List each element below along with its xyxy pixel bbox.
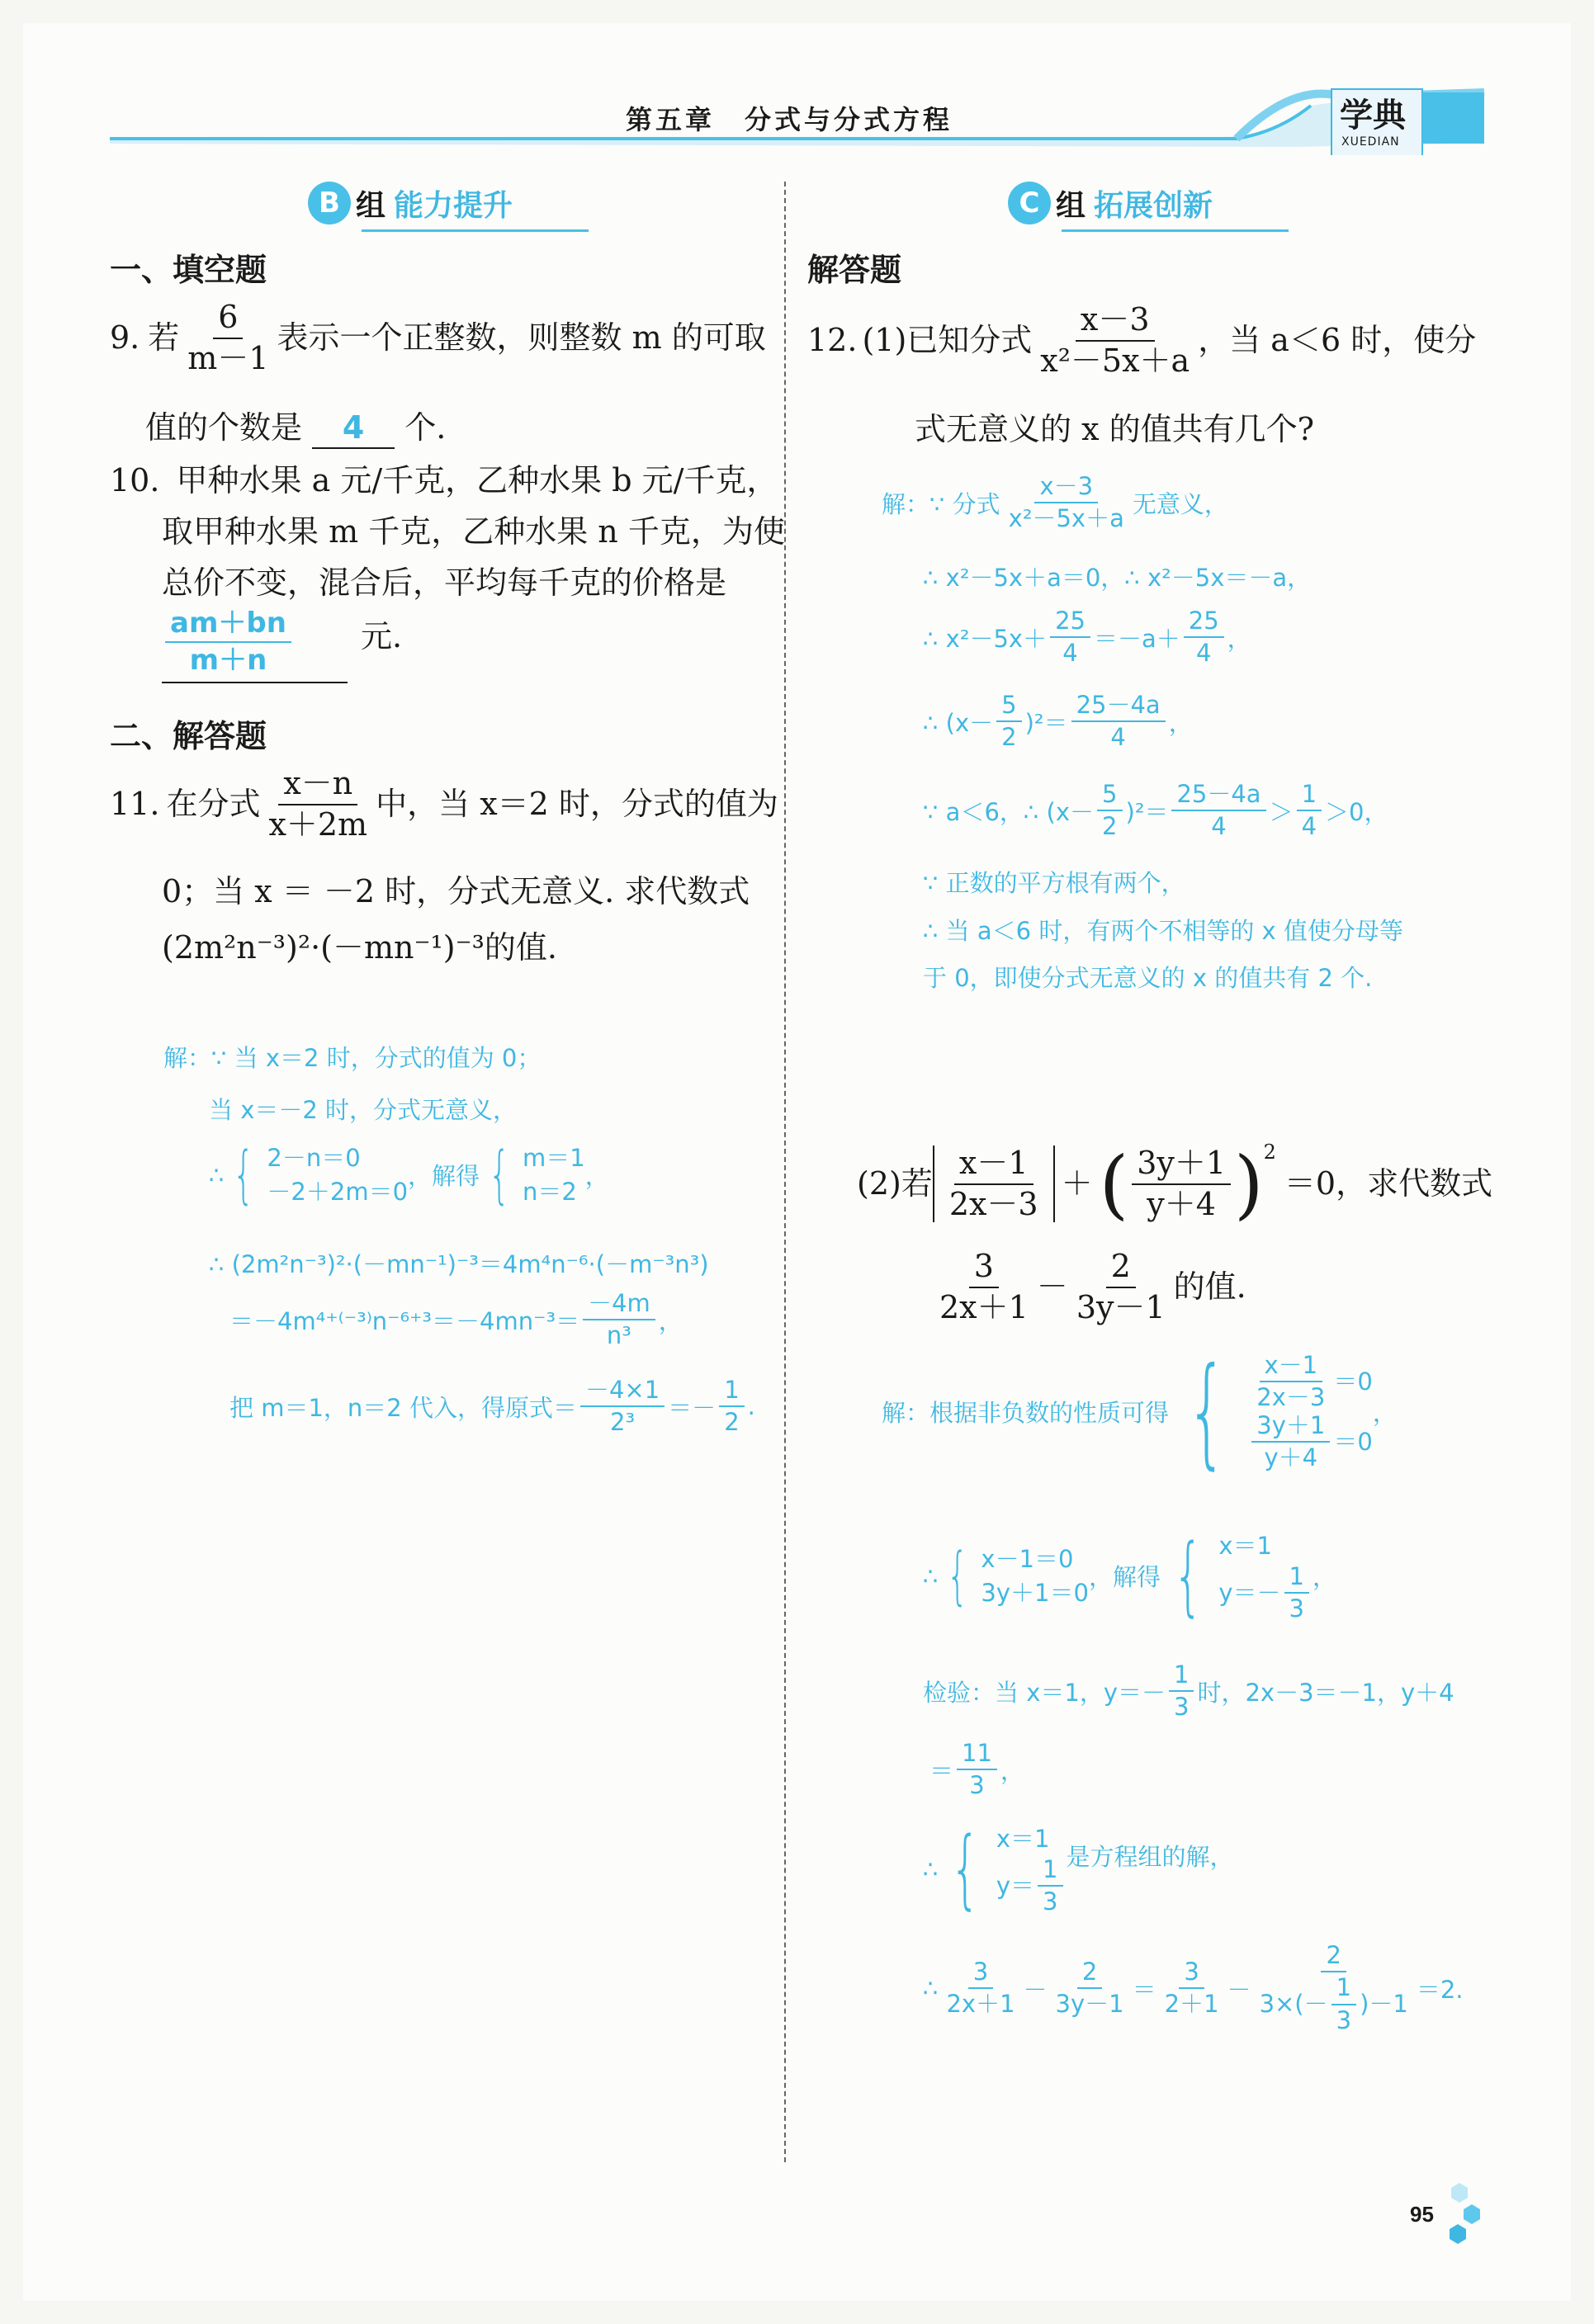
sol12a-line3-mid: ＝－a＋	[1093, 624, 1180, 653]
sol12b-line3-pre: 检验：当 x＝1，y＝－	[923, 1678, 1166, 1707]
page	[23, 23, 1571, 2301]
group-c-heading	[1008, 182, 1213, 224]
group-c-word: 组	[1056, 188, 1086, 223]
group-c-badge: C	[1008, 182, 1051, 224]
sol11-line6-pre: 把 m＝1，n＝2 代入，得原式＝	[229, 1393, 577, 1422]
q12a-fraction	[1035, 302, 1194, 379]
sol12b-line4-post: ，	[1000, 1756, 1024, 1785]
frac-den: 3	[1289, 1594, 1304, 1623]
frac-den: 2³	[610, 1408, 636, 1437]
sol12a-line4-post: ，	[1168, 708, 1193, 737]
frac-den: x²－5x＋a	[1040, 342, 1190, 379]
den-post: )－1	[1360, 1990, 1408, 2019]
sol12a-line3-pre: ∴ x²－5x＋	[923, 624, 1048, 653]
q10-line1: 甲种水果 a 元/千克，乙种水果 b 元/千克，	[176, 462, 778, 498]
frac-den: 2	[1102, 812, 1118, 841]
q11-fraction	[263, 766, 372, 843]
frac-num: 3	[968, 1958, 993, 1989]
chapter-title: 第五章 分式与分式方程	[626, 104, 953, 135]
sol11-line5-pre: ＝－4m⁴⁺⁽⁻³⁾n⁻⁶⁺³＝－4mn⁻³＝	[229, 1306, 580, 1335]
sol11-system	[209, 1137, 609, 1211]
sol12b-complex-frac	[1255, 1942, 1413, 2034]
sol12b-line5	[923, 1818, 1234, 1920]
q12b-end: 的值.	[1173, 1268, 1246, 1305]
group-c-title: 拓展创新	[1094, 188, 1213, 223]
minus: －	[1227, 1975, 1251, 2004]
frac-den: 3	[1043, 1887, 1058, 1915]
q9-answer: 4	[342, 409, 365, 446]
frac-num: 3	[1179, 1958, 1204, 1989]
eq-pre: y＝	[996, 1871, 1035, 1900]
frac-den: 4	[1211, 812, 1227, 841]
brace-icon: {	[950, 1818, 981, 1920]
frac-num: 25	[1050, 607, 1090, 638]
sol11-line5-post: ，	[658, 1306, 683, 1335]
q12a-pre: (1)已知分式	[862, 321, 1033, 358]
frac-den: y＋4	[1147, 1185, 1216, 1222]
frac-num: －4m	[583, 1290, 655, 1320]
q12b-plus: ＋	[1061, 1164, 1093, 1202]
frac-num: 1	[1331, 1974, 1356, 2005]
sol12b-brace2b	[1161, 1525, 1313, 1627]
sol12a-line4-frac2	[1071, 692, 1166, 752]
sol12a-line1	[882, 473, 1228, 533]
sol12a-line5-mid: )²＝	[1125, 797, 1169, 826]
header	[23, 23, 1571, 155]
sol12a-line3-post: ，	[1227, 624, 1251, 653]
sol11-line6-frac2	[719, 1377, 744, 1437]
frac-den: 3	[969, 1771, 985, 1800]
hexagon-decoration-icon	[1443, 2181, 1509, 2264]
sol12a-line7: ∴ 当 a＜6 时，有两个不相等的 x 值使分母等	[923, 917, 1403, 945]
question-9-line2	[145, 409, 446, 449]
q11-line1-post: 中，当 x＝2 时，分式的值为	[376, 785, 778, 822]
group-c-underline	[1062, 229, 1289, 232]
sol11-line6-frac1	[580, 1377, 665, 1437]
q11-number: 11.	[110, 785, 160, 822]
q9-frac-den: m－1	[187, 339, 269, 376]
sol12b-line3-post: 时，2x－3＝－1，y＋4	[1197, 1678, 1454, 1707]
sol12a-line1-pre: 解：∵ 分式	[882, 489, 1000, 518]
q9-line2-pre: 值的个数是	[145, 409, 303, 446]
sol12a-line4-mid: )²＝	[1024, 708, 1068, 737]
q12b-expr-frac2	[1071, 1249, 1171, 1325]
frac-num: 3y＋1	[1132, 1145, 1231, 1185]
sol12b-eq-a1: x－1＝0	[981, 1545, 1074, 1574]
sol11-brace-b	[480, 1137, 585, 1211]
frac-den: n³	[606, 1321, 631, 1350]
sol12a-line4	[923, 692, 1193, 752]
sol11-line6	[229, 1377, 755, 1437]
eq-zero: ＝0	[1333, 1427, 1373, 1456]
sol12b-brace1	[1169, 1342, 1373, 1482]
sol12a-line5-gt: ＞	[1269, 797, 1294, 826]
group-b-badge: B	[308, 182, 351, 224]
sol11-line4: ∴ (2m²n⁻³)²·(－mn⁻¹)⁻³＝4m⁴n⁻⁶·(－m⁻³n³)	[209, 1250, 709, 1278]
question-11	[110, 766, 778, 843]
sol12a-line8: 于 0，即使分式无意义的 x 的值共有 2 个.	[923, 964, 1373, 992]
sol11-eq-b1: m＝1	[523, 1144, 585, 1172]
therefore: ∴	[923, 1561, 939, 1590]
frac-num: 2	[1077, 1958, 1102, 1989]
frac-den: x²－5x＋a	[1008, 504, 1124, 533]
group-b-title: 能力提升	[394, 188, 513, 223]
q12b-pre: (2)若	[857, 1164, 933, 1202]
sol12a-line3-frac1	[1050, 607, 1090, 668]
frac-num: 2	[1106, 1249, 1136, 1288]
frac-num: 1	[1038, 1856, 1062, 1887]
frac-num: 25－4a	[1071, 692, 1166, 722]
minus: －	[1023, 1975, 1048, 2004]
sol12b-line4-pre: ＝	[929, 1756, 954, 1785]
sol12a-line5-frac3	[1297, 781, 1322, 841]
frac-den: 3	[1174, 1693, 1190, 1722]
q10-answer	[165, 607, 291, 677]
frac-num: 1	[1297, 781, 1322, 811]
frac-den	[1255, 1972, 1413, 2034]
sol12b-line2-end: ，	[1313, 1563, 1337, 1592]
sol12b-eq-b1: x＝1	[1218, 1532, 1272, 1560]
sol11-therefore: ∴	[209, 1160, 225, 1189]
question-12-part2	[857, 1140, 1493, 1229]
sol12b-line1-pre: 解：根据非负数的性质可得	[882, 1399, 1170, 1428]
q12b-minus: －	[1036, 1268, 1068, 1305]
sol12b-line1	[882, 1342, 1397, 1482]
sol12b-brace3	[938, 1818, 1066, 1920]
sol11-eq-b2: n＝2	[523, 1177, 577, 1206]
sol12b-eq-b2	[1218, 1563, 1313, 1623]
sol12b-root-x: x＝1	[996, 1825, 1050, 1853]
eq-zero: ＝0	[1333, 1367, 1373, 1396]
right-paren-icon: )	[1234, 1140, 1264, 1229]
sol11-line2: 当 x＝－2 时，分式无意义，	[209, 1096, 518, 1124]
sol12b-line3	[923, 1661, 1454, 1722]
sol12b-line4	[929, 1740, 1024, 1800]
frac-den: 2	[724, 1408, 740, 1437]
question-10	[110, 462, 778, 500]
frac-den: 2	[1001, 723, 1017, 752]
frac-num: 1	[1169, 1661, 1194, 1692]
sol11-line1: 解：∵ 当 x＝2 时，分式的值为 0；	[163, 1044, 542, 1072]
frac-num: 5	[996, 692, 1021, 722]
q12a-line2: 式无意义的 x 的值共有几个?	[915, 411, 1314, 447]
frac-num: x－1	[954, 1145, 1033, 1185]
question-9	[110, 300, 766, 376]
q9-pre: 若	[148, 319, 180, 356]
brace-icon: {	[233, 1137, 255, 1211]
sol11-line5-frac	[583, 1290, 655, 1350]
q10-line3: 总价不变，混合后，平均每千克的价格是	[162, 564, 727, 601]
sol12a-line5-post: ＞0，	[1325, 797, 1388, 826]
section-fill-blank: 一、填空题	[110, 252, 267, 288]
frac-num: 2	[1321, 1942, 1346, 1972]
frac-den: 2x＋1	[939, 1288, 1029, 1325]
frac-num: 3y＋1	[1251, 1412, 1330, 1443]
frac-num: 1	[719, 1377, 744, 1407]
q10-answer-blank	[162, 607, 348, 683]
sol12a-line6: ∵ 正数的平方根有两个，	[923, 869, 1185, 897]
group-b-heading	[308, 182, 513, 224]
sol11-brace-a	[224, 1137, 409, 1211]
frac-num: －4×1	[580, 1377, 665, 1407]
sol12b-cond2	[1248, 1412, 1373, 1472]
section-answer: 二、解答题	[110, 718, 267, 754]
q12a-post: ，当 a＜6 时，使分	[1198, 321, 1477, 358]
q12b-absolute-value	[933, 1145, 1055, 1222]
q12b-square-frac	[1132, 1145, 1231, 1222]
sol12b-cond1	[1248, 1352, 1373, 1412]
brace-icon: {	[1185, 1342, 1228, 1482]
frac-num: 11	[957, 1740, 997, 1770]
sol12a-frac1	[1004, 473, 1129, 533]
sol11-eq-a2: －2＋2m＝0	[267, 1177, 409, 1206]
frac-den: y＋4	[1264, 1443, 1318, 1472]
sol12a-line4-frac1	[996, 692, 1021, 752]
q9-fraction	[182, 300, 273, 376]
sol11-line6-mid: ＝－	[668, 1393, 717, 1422]
q9-line2-post: 个.	[404, 409, 447, 446]
sol12a-line3	[923, 607, 1251, 668]
frac-den: 4	[1301, 812, 1317, 841]
q10-answer-den: m＋n	[189, 644, 267, 678]
frac-num: x－1	[1260, 1352, 1323, 1382]
q12-number: 12.	[807, 321, 858, 358]
sol12b-brace2a	[938, 1538, 1089, 1612]
q12b-expr-frac1	[934, 1249, 1033, 1325]
q12b-exponent: 2	[1263, 1141, 1276, 1164]
frac-den: 2x－3	[1256, 1383, 1326, 1412]
sol12a-line4-pre: ∴ (x－	[923, 708, 994, 737]
q10-line2: 取甲种水果 m 千克，乙种水果 n 千克，为使	[162, 513, 785, 550]
frac-den: 3y－1	[1055, 1990, 1124, 2019]
frac-den: 3	[1336, 2005, 1352, 2034]
question-12-part1	[807, 302, 1476, 379]
brace-icon: {	[488, 1137, 511, 1211]
q9-answer-blank	[312, 409, 395, 449]
brand-logo: 学典	[1340, 96, 1406, 135]
den-pre: 3×(－	[1259, 1990, 1328, 2019]
column-divider	[784, 182, 786, 2162]
sol12a-line5-frac1	[1097, 781, 1122, 841]
section-solve: 解答题	[807, 252, 902, 288]
sol12b-line2	[923, 1525, 1337, 1627]
q10-number: 10.	[110, 462, 160, 498]
left-paren-icon: (	[1099, 1140, 1129, 1229]
frac-num: 3	[969, 1249, 999, 1288]
q9-number: 9.	[110, 319, 140, 356]
sol12b-line6	[923, 1942, 1464, 2034]
frac-den: 4	[1062, 639, 1078, 668]
q9-post: 表示一个正整数，则整数 m 的可取	[277, 319, 766, 356]
therefore: ∴	[923, 1974, 939, 2003]
sol12b-eq-a2: 3y＋1＝0	[981, 1578, 1089, 1607]
q11-pre: 在分式	[166, 785, 261, 822]
frac-den: 4	[1110, 723, 1126, 752]
sol12a-line1-post: 无意义，	[1132, 489, 1228, 518]
q9-frac-num: 6	[213, 300, 243, 339]
sol12b-solve: ，解得	[1088, 1563, 1161, 1592]
q10-answer-num: am＋bn	[165, 607, 291, 643]
frac-num: x－3	[1076, 302, 1155, 342]
frac-den: 4	[1195, 639, 1212, 668]
frac-den: 2x＋1	[946, 1990, 1015, 2019]
q10-answer-line	[162, 607, 402, 683]
frac-num: x－3	[1034, 473, 1098, 503]
sol12b-line1-post: ，	[1372, 1399, 1397, 1428]
frac-den: 2x－3	[948, 1185, 1038, 1222]
sol12a-line5	[923, 781, 1388, 841]
sol11-eq-a1: 2－n＝0	[267, 1144, 361, 1172]
frac-num: 25	[1184, 607, 1224, 638]
sol11-solve: ，解得	[408, 1162, 480, 1191]
sol11-line6-post: .	[747, 1392, 755, 1421]
frac-den: 2＋1	[1164, 1990, 1219, 2019]
sol11-line5	[229, 1290, 683, 1350]
q11-line3: (2m²n⁻³)²·(－mn⁻¹)⁻³的值.	[162, 929, 557, 966]
q12b-abs-frac	[944, 1145, 1043, 1222]
frac-num: 5	[1097, 781, 1122, 811]
equals: ＝	[1132, 1975, 1156, 2004]
sol12a-line3-frac2	[1184, 607, 1224, 668]
eq-pre: y＝－	[1218, 1578, 1281, 1607]
sol12a-line5-pre: ∵ a＜6，∴ (x－	[923, 797, 1095, 826]
group-b-underline	[362, 229, 589, 232]
sol12b-line5-post: 是方程组的解，	[1066, 1843, 1234, 1871]
sol11-sys-end: ，	[584, 1162, 609, 1191]
frac-num: 25－4a	[1171, 781, 1265, 811]
q11-line2: 0；当 x ＝ －2 时，分式无意义. 求代数式	[162, 873, 750, 909]
therefore: ∴	[923, 1854, 939, 1883]
brace-icon: {	[947, 1538, 969, 1612]
group-b-word: 组	[356, 188, 386, 223]
brand-logo-en: XUEDIAN	[1341, 135, 1400, 149]
sol12b-root-y	[996, 1856, 1067, 1916]
q12b-post: ＝0，求代数式	[1284, 1164, 1493, 1202]
frac-den: 3y－1	[1076, 1288, 1166, 1325]
q10-unit: 元.	[361, 618, 403, 655]
q11-frac-num: x－n	[278, 766, 357, 805]
frac-num: 1	[1284, 1563, 1309, 1594]
sol12b-result: ＝2.	[1416, 1975, 1464, 2004]
q12b-expression	[931, 1249, 1246, 1325]
page-number: 95	[1410, 2202, 1434, 2227]
q11-frac-den: x＋2m	[268, 805, 368, 843]
sol12a-line5-frac2	[1171, 781, 1265, 841]
sol12a-line2: ∴ x²－5x＋a＝0，∴ x²－5x＝－a，	[923, 564, 1312, 592]
brace-icon: {	[1172, 1525, 1204, 1627]
